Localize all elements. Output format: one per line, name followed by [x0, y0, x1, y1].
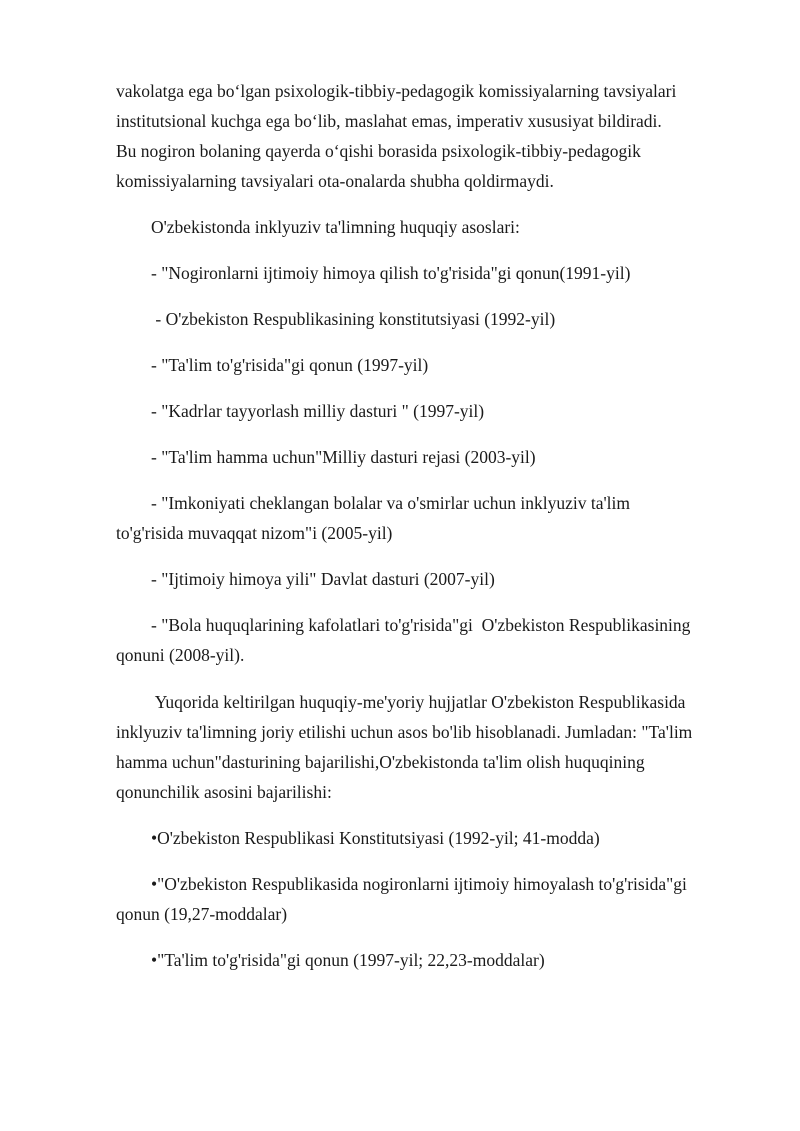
intro-paragraph [116, 76, 746, 196]
intro-line: institutsional kuchga ega bo‘lib, maslahat emas, imperativ xususiyat bildiradi. [116, 111, 662, 131]
legal-item: - "Imkoniyati cheklangan bolalar va o'smirlar uchun inklyuziv ta'lim to'g'risida muvaqqat nizom"i (2005-yil) [116, 493, 631, 543]
legal-item: - "Kadrlar tayyorlash milliy dasturi " (1997-yil) [151, 401, 485, 421]
legal-item: - "Bola huquqlarining kafolatlari to'g'risida"gi O'zbekiston Respublikasining qonuni (2008-yil). [116, 615, 691, 665]
summary-paragraph: Yuqorida keltirilgan huquqiy-me'yoriy hujjatlar O'zbekiston Respublikasida inklyuziv ta'limning joriy etilishi uchun asos bo'lib hisoblanadi. Jumladan: "Ta'lim hamma uchun"dasturining bajarilishi,O'zbekistonda ta'lim olish huquqining qonunchilik asosini bajarilishi: [116, 692, 693, 802]
legal-item: - "Nogironlarni ijtimoiy himoya qilish to'g'risida"gi qonun(1991-yil) [151, 263, 631, 283]
intro-line: komissiyalarning tavsiyalari ota-onalarda shubha qoldirmaydi. [116, 171, 554, 191]
legal-heading: O'zbekistonda inklyuziv ta'limning huquqiy asoslari: [151, 217, 520, 237]
intro-line: Bu nogiron bolaning qayerda o‘qishi borasida psixologik-tibbiy-pedagogik [116, 141, 641, 161]
intro-line: vakolatga ega bo‘lgan psixologik-tibbiy-pedagogik komissiyalarning tavsiyalari [116, 81, 677, 101]
bullet-item: •"O'zbekiston Respublikasida nogironlarni ijtimoiy himoyalash to'g'risida"gi qonun (19,27-moddalar) [116, 874, 687, 924]
legal-item: - "Ijtimoiy himoya yili" Davlat dasturi (2007-yil) [151, 569, 495, 589]
legal-item: - "Ta'lim hamma uchun"Milliy dasturi rejasi (2003-yil) [151, 447, 536, 467]
bullet-item: •O'zbekiston Respublikasi Konstitutsiyasi (1992-yil; 41-modda) [151, 828, 600, 848]
legal-item: - "Ta'lim to'g'risida"gi qonun (1997-yil) [151, 355, 429, 375]
document-body [116, 76, 746, 975]
bullet-item: •"Ta'lim to'g'risida"gi qonun (1997-yil; 22,23-moddalar) [151, 950, 545, 970]
legal-item: - O'zbekiston Respublikasining konstitutsiyasi (1992-yil) [151, 309, 556, 329]
